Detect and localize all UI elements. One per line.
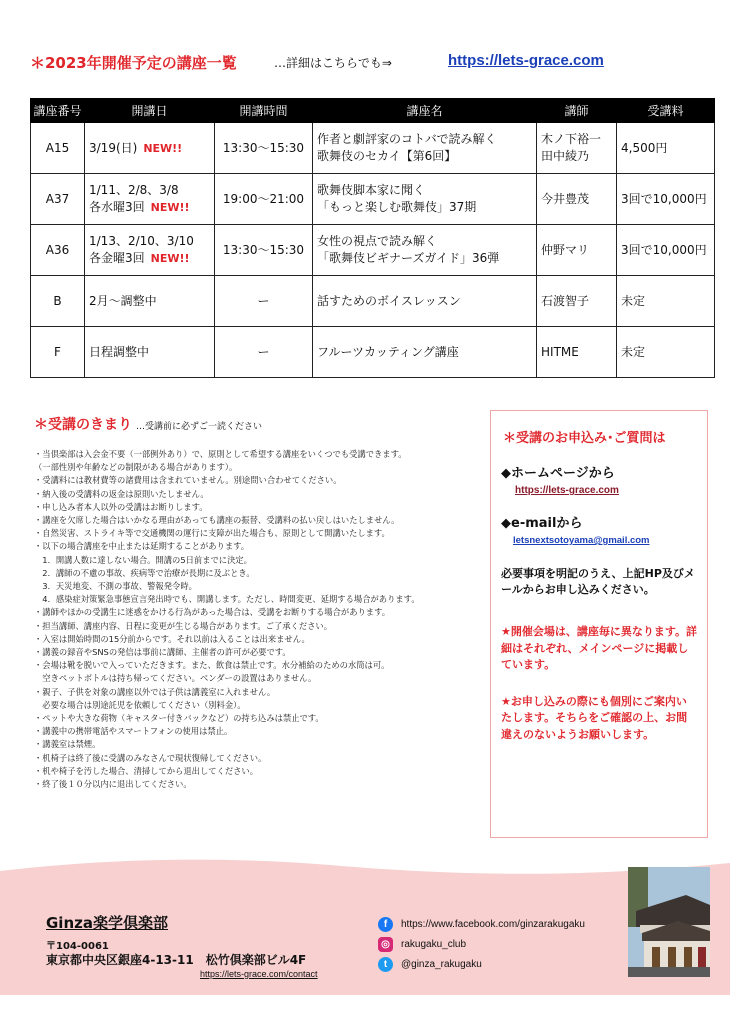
instagram-handle[interactable]: rakugaku_club	[401, 939, 467, 950]
course-lecturer: 今井豊茂	[537, 174, 617, 225]
rule-item: ・机や椅子を汚した場合、清掃してから退出してください。	[34, 765, 259, 776]
rules-section	[34, 414, 486, 791]
rule-item: ・納入後の受講料の返金は原則いたしません。	[34, 488, 209, 499]
organization-name: Ginza楽学倶楽部	[46, 914, 168, 932]
date-weekday: 各水曜3回	[89, 200, 145, 214]
rule-item: （一部性別や年齢などの制限がある場合があります）。	[34, 462, 238, 473]
course-code: A15	[31, 123, 85, 174]
course-name-line2: 歌舞伎のセカイ【第6回】	[317, 149, 457, 163]
rule-item: ・申し込み者本人以外の受講はお断りします。	[34, 501, 208, 512]
twitter-row[interactable]	[378, 957, 482, 972]
course-name	[313, 225, 537, 276]
rule-item: 4．感染症対策緊急事態宣言発出時でも、開講します。ただし、時間変更、延期する場合があります。	[34, 594, 420, 605]
rule-item: ・受講料には教材費等の諸費用は含まれていません。別途問い合わせてください。	[34, 475, 342, 486]
venue-notice: ★開催会場は、講座毎に異なります。詳細はそれぞれ、メインページに掲載しています。	[501, 625, 697, 671]
confirmation-notice: ★お申し込みの際にも個別にご案内いたします。そちらをご確認の上、お間違えのないようお願いします。	[501, 694, 688, 741]
new-badge: NEW!!	[143, 141, 183, 155]
contact-link[interactable]: https://lets-grace.com/contact	[200, 969, 318, 979]
rule-item: ・講座を欠席した場合はいかなる理由があっても講座の振替、受講料の払い戻しはいたしません。	[34, 515, 400, 526]
rule-item: ・講義室は禁煙。	[34, 739, 101, 750]
facebook-row[interactable]	[378, 917, 585, 932]
course-fee: 3回で10,000円	[617, 174, 715, 225]
rules-title: ＊受講のきまり	[34, 417, 132, 433]
page-title: ＊2023年開催予定の講座一覧	[30, 54, 237, 72]
new-badge: NEW!!	[150, 201, 190, 214]
table-row	[31, 276, 715, 327]
application-instruction: 必要事項を明記のうえ、上記HP及びメールからお申し込みください。	[501, 567, 695, 596]
facebook-icon: f	[378, 917, 393, 932]
course-date: 2月～調整中	[85, 276, 215, 327]
rule-item: ・講義の録音やSNSの発信は事前に講師、主催者の許可が必要です。	[34, 647, 291, 658]
rule-item: ・机椅子は終了後に受講のみなさんで現状復帰してください。	[34, 752, 267, 763]
email-link[interactable]: letsnextsotoyama@gmail.com	[513, 535, 650, 546]
table-header-row	[31, 99, 715, 123]
course-name	[313, 123, 537, 174]
rule-item: ・自然災害、ストライキ等で交通機関の運行に支障が出た場合も、原則として開講いたします。	[34, 528, 390, 539]
web-heading: ◆ホームページから	[501, 466, 615, 481]
rule-item: ・担当講師、講座内容、日程に変更が生じる場合があります。ご了承ください。	[34, 620, 333, 631]
course-table	[30, 98, 715, 378]
rule-item: ・講師やほかの受講生に迷惑をかける行為があった場合は、受講をお断りする場合があります。	[34, 607, 391, 618]
course-date	[85, 123, 215, 174]
lecturer-line1: 木ノ下裕一	[541, 132, 602, 146]
course-lecturer: 仲野マリ	[537, 225, 617, 276]
course-lecturer	[537, 123, 617, 174]
table-row	[31, 123, 715, 174]
twitter-icon: t	[378, 957, 393, 972]
web-application-link[interactable]: https://lets-grace.com	[515, 485, 619, 496]
rule-item: ・以下の場合講座を中止または延期することがあります。	[34, 541, 250, 552]
kabukiza-building-photo	[628, 867, 710, 977]
course-date	[85, 225, 215, 276]
rule-item: ・当倶楽部は入会金不要（一部例外あり）で、原則として希望する講座をいくつでも受講できます。	[34, 449, 407, 459]
course-name	[313, 174, 537, 225]
new-badge: NEW!!	[150, 252, 190, 265]
course-time: ー	[215, 276, 313, 327]
application-title: ＊受講のお申込み･ご質問は	[503, 431, 666, 446]
course-date: 日程調整中	[85, 327, 215, 378]
rule-item: 空きペットボトルは持ち帰ってください。ベンダーの設置はありません。	[34, 673, 317, 684]
course-time: 13:30～15:30	[215, 225, 313, 276]
application-box	[490, 410, 708, 838]
course-time: 13:30～15:30	[215, 123, 313, 174]
address: 東京都中央区銀座4-13-11 松竹倶楽部ビル4F	[46, 953, 307, 967]
page-header	[30, 52, 710, 74]
course-code: A37	[31, 174, 85, 225]
twitter-handle[interactable]: @ginza_rakugaku	[401, 959, 482, 970]
course-name-line1: 作者と劇評家のコトバで読み解く	[317, 132, 497, 146]
course-name: フルーツカッティング講座	[313, 327, 537, 378]
column-header-date: 開講日	[85, 99, 215, 123]
rule-item: ・入室は開始時間の15分前からです。それ以前は入ることは出来ません。	[34, 633, 310, 644]
course-code: F	[31, 327, 85, 378]
rule-item: 3．天災地変、不測の事故、警報発令時。	[34, 581, 197, 592]
postal-code: 〒104-0061	[46, 941, 109, 952]
course-code: A36	[31, 225, 85, 276]
date-text: 1/11、2/8、3/8	[89, 183, 179, 197]
date-weekday: 各金曜3回	[89, 251, 145, 265]
course-fee: 未定	[617, 276, 715, 327]
rules-list	[34, 448, 486, 791]
website-link[interactable]: https://lets-grace.com	[448, 52, 604, 69]
rule-item: ・会場は靴を脱いで入っていただきます。また、飲食は禁止です。水分補給のための水筒は可。	[34, 660, 390, 671]
rules-subtitle: …受講前に必ずご一読ください	[136, 422, 263, 432]
course-time: 19:00～21:00	[215, 174, 313, 225]
column-header-fee: 受講料	[617, 99, 715, 123]
course-fee: 未定	[617, 327, 715, 378]
course-name-line1: 歌舞伎脚本家に聞く	[317, 183, 426, 197]
rule-item: ・終了後１０分以内に退出してください。	[34, 779, 192, 790]
footer	[0, 855, 730, 1024]
column-header-time: 開講時間	[215, 99, 313, 123]
course-time: ー	[215, 327, 313, 378]
course-date	[85, 174, 215, 225]
table-row	[31, 174, 715, 225]
instagram-row[interactable]	[378, 937, 466, 952]
course-fee: 4,500円	[617, 123, 715, 174]
rule-item: ・ペットや大きな荷物（キャスター付きバックなど）の持ち込みは禁止です。	[34, 713, 324, 724]
rule-item: ・親子、子供を対象の講座以外では子供は講義室に入れません。	[34, 686, 276, 697]
rule-item: 2．講師の不慮の事故、疾病等で治療が長期に及ぶとき。	[34, 567, 255, 578]
course-name-line1: 女性の視点で読み解く	[317, 234, 438, 248]
rule-item: 必要な場合は別途託児を依頼してください（別料金）。	[34, 699, 246, 710]
column-header-lecturer: 講師	[537, 99, 617, 123]
date-text: 3/19(日)	[89, 140, 138, 155]
course-code: B	[31, 276, 85, 327]
course-name: 話すためのボイスレッスン	[313, 276, 537, 327]
rule-item: ・講義中の携帯電話やスマートフォンの使用は禁止。	[34, 726, 233, 737]
course-lecturer: HITME	[537, 327, 617, 378]
rules-heading	[34, 414, 486, 434]
table-row	[31, 225, 715, 276]
instagram-icon: ◎	[378, 937, 393, 952]
rule-item: 1．開講人数に達しない場合。開講の5日前までに決定。	[34, 554, 252, 565]
lecturer-line2: 田中綾乃	[541, 149, 590, 163]
facebook-link[interactable]: https://www.facebook.com/ginzarakugaku	[401, 919, 585, 930]
email-heading: ◆e-mailから	[501, 516, 583, 531]
header-note: …詳細はこちらでも⇒	[274, 56, 392, 70]
column-header-code: 講座番号	[31, 99, 85, 123]
course-name-line2: 「歌舞伎ビギナーズガイド」36弾	[317, 251, 500, 265]
course-fee: 3回で10,000円	[617, 225, 715, 276]
date-text: 1/13、2/10、3/10	[89, 234, 194, 248]
course-lecturer: 石渡智子	[537, 276, 617, 327]
table-row	[31, 327, 715, 378]
course-name-line2: 「もっと楽しむ歌舞伎」37期	[317, 200, 477, 214]
column-header-course: 講座名	[313, 99, 537, 123]
